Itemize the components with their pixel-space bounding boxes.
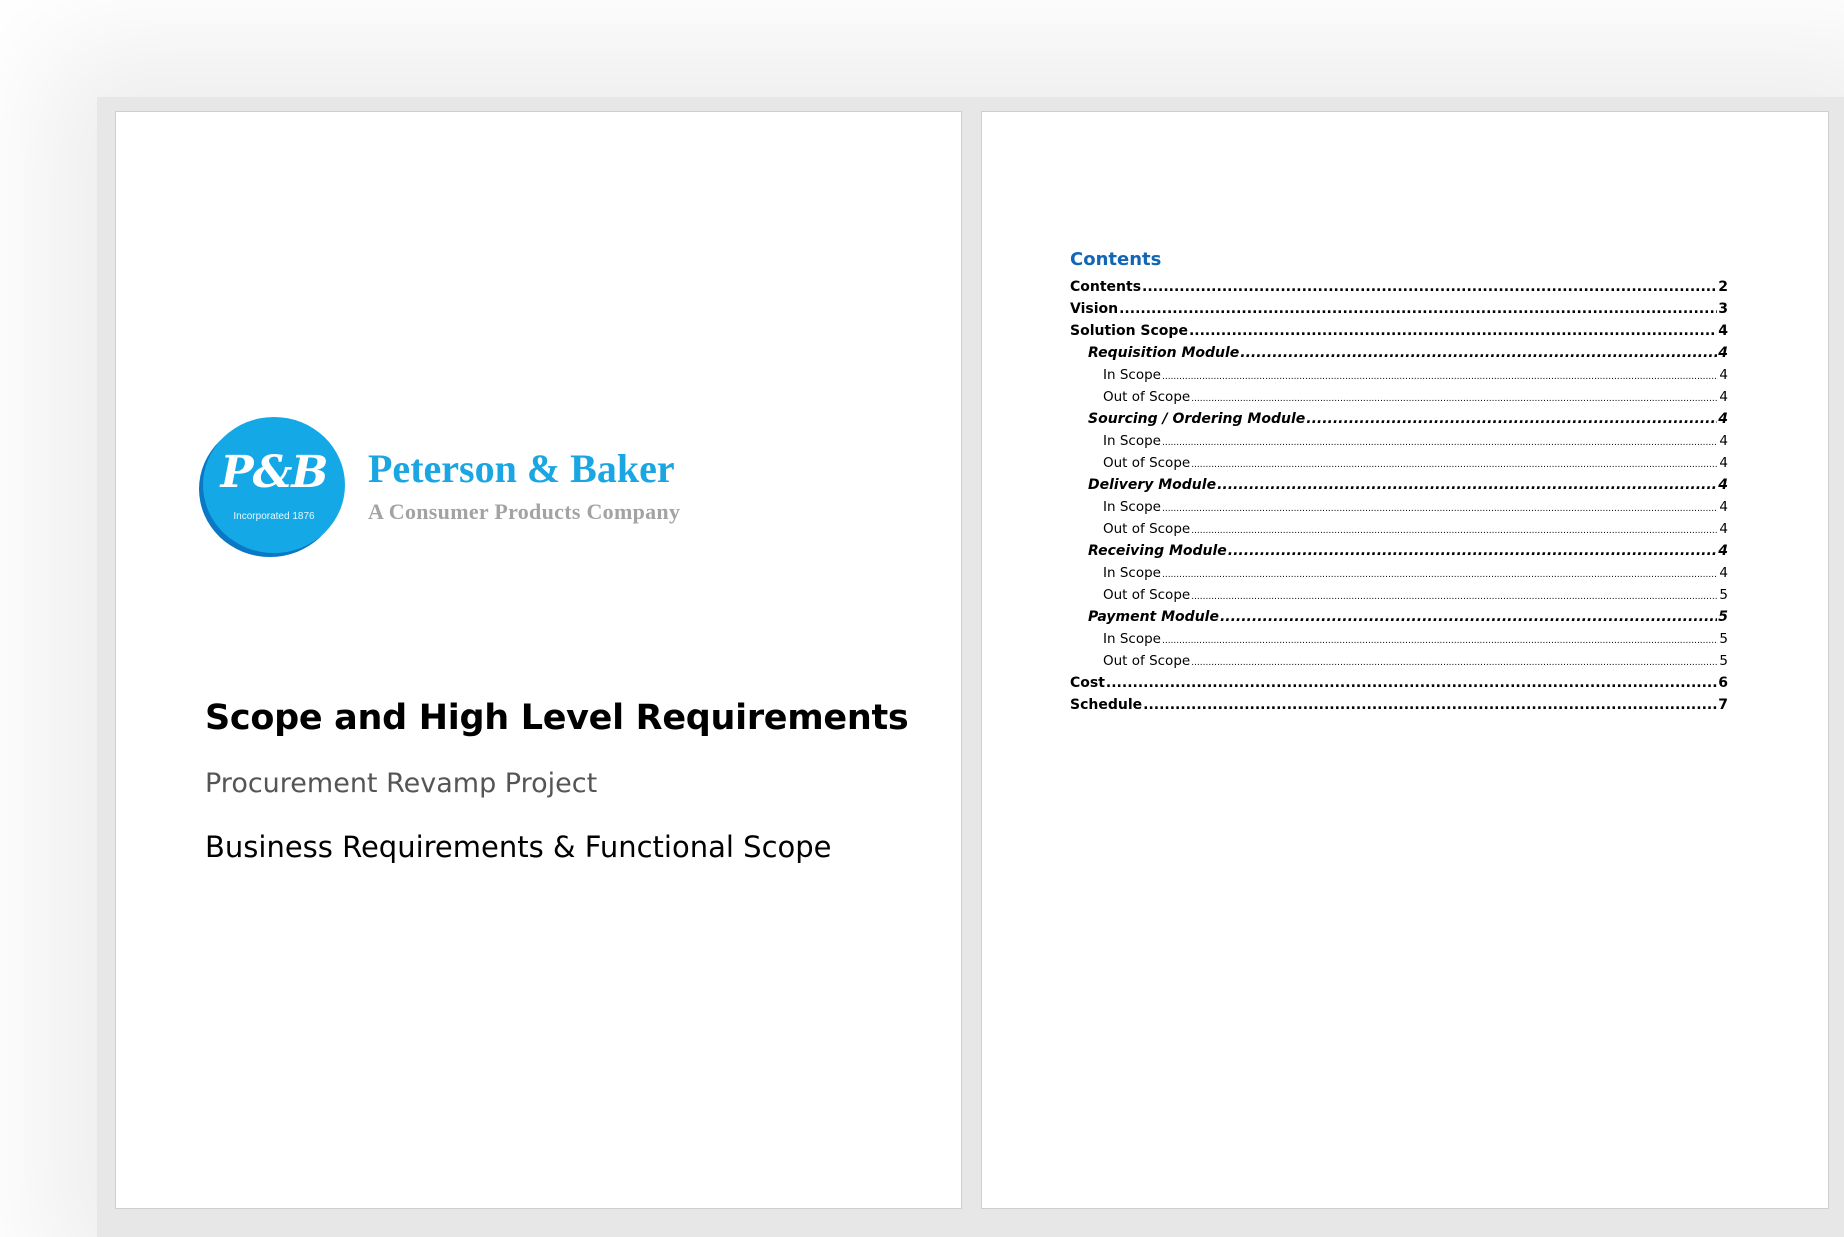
toc-entry[interactable] (1070, 276, 1728, 298)
toc-entry-page: 4 (1719, 433, 1728, 449)
document-description: Business Requirements & Functional Scope (205, 830, 832, 864)
toc-dot-leader (1191, 386, 1718, 410)
toc-entry-page: 4 (1719, 499, 1728, 515)
toc-entry[interactable] (1070, 694, 1728, 716)
toc-entry[interactable] (1070, 298, 1728, 320)
toc-dot-leader (1143, 694, 1717, 716)
toc-entry-page: 4 (1718, 477, 1728, 493)
toc-entry-page: 4 (1719, 455, 1728, 471)
toc-entry-page: 6 (1718, 675, 1728, 691)
toc-dot-leader (1220, 606, 1717, 628)
table-of-contents (1070, 247, 1728, 716)
toc-dot-leader (1119, 298, 1717, 320)
toc-entry-label: Receiving Module (1088, 543, 1227, 559)
contents-page (981, 111, 1829, 1209)
toc-entry-label: In Scope (1103, 367, 1161, 383)
logo-tagline: Incorporated 1876 (233, 511, 315, 522)
toc-dot-leader (1162, 628, 1718, 652)
toc-dot-leader (1191, 518, 1718, 542)
toc-entry-label: Requisition Module (1088, 345, 1240, 361)
toc-entry-label: Contents (1070, 279, 1142, 295)
toc-dot-leader (1162, 496, 1718, 520)
toc-entry-page: 5 (1719, 587, 1728, 603)
toc-entry-label: Out of Scope (1103, 653, 1191, 669)
toc-dot-leader (1162, 430, 1718, 454)
toc-entry[interactable] (1070, 672, 1728, 694)
toc-entry[interactable] (1070, 562, 1728, 584)
toc-entry-page: 4 (1718, 411, 1728, 427)
toc-entry[interactable] (1070, 584, 1728, 606)
toc-entry[interactable] (1070, 606, 1728, 628)
toc-entry-page: 3 (1718, 301, 1728, 317)
logo-badge (203, 417, 345, 553)
toc-dot-leader (1306, 408, 1717, 430)
toc-entry[interactable] (1070, 496, 1728, 518)
toc-list (1070, 276, 1728, 716)
toc-dot-leader (1191, 584, 1718, 608)
toc-entry[interactable] (1070, 474, 1728, 496)
document-viewer (97, 97, 1844, 1237)
toc-entry-label: Out of Scope (1103, 521, 1191, 537)
toc-entry[interactable] (1070, 364, 1728, 386)
toc-dot-leader (1162, 364, 1718, 388)
company-logo (203, 417, 763, 557)
toc-dot-leader (1189, 320, 1717, 342)
toc-dot-leader (1240, 342, 1717, 364)
toc-entry-page: 4 (1719, 367, 1728, 383)
toc-entry[interactable] (1070, 650, 1728, 672)
toc-entry[interactable] (1070, 408, 1728, 430)
toc-entry-label: In Scope (1103, 433, 1161, 449)
document-title: Scope and High Level Requirements (205, 698, 909, 738)
toc-dot-leader (1228, 540, 1717, 562)
toc-entry-label: Out of Scope (1103, 587, 1191, 603)
project-name: Procurement Revamp Project (205, 768, 598, 799)
toc-entry-label: In Scope (1103, 631, 1161, 647)
toc-entry-label: Delivery Module (1088, 477, 1217, 493)
toc-entry[interactable] (1070, 540, 1728, 562)
toc-entry-page: 4 (1719, 521, 1728, 537)
toc-entry-page: 7 (1718, 697, 1728, 713)
cover-page (115, 111, 962, 1209)
toc-entry-label: In Scope (1103, 565, 1161, 581)
toc-dot-leader (1217, 474, 1717, 496)
toc-dot-leader (1142, 276, 1717, 298)
toc-entry-page: 2 (1718, 279, 1728, 295)
toc-entry-page: 5 (1719, 631, 1728, 647)
toc-entry-label: Sourcing / Ordering Module (1088, 411, 1306, 427)
toc-dot-leader (1191, 650, 1718, 674)
toc-heading: Contents (1070, 249, 1162, 270)
toc-entry-label: Out of Scope (1103, 455, 1191, 471)
toc-entry-page: 4 (1719, 565, 1728, 581)
company-tagline: A Consumer Products Company (368, 499, 681, 524)
toc-dot-leader (1162, 562, 1718, 586)
toc-entry-label: Payment Module (1088, 609, 1219, 625)
toc-entry-label: Vision (1070, 301, 1119, 317)
toc-entry-page: 5 (1719, 653, 1728, 669)
company-name: Peterson & Baker (368, 446, 675, 491)
toc-entry[interactable] (1070, 320, 1728, 342)
toc-entry[interactable] (1070, 518, 1728, 540)
toc-entry-label: Cost (1070, 675, 1105, 691)
toc-entry-label: Out of Scope (1103, 389, 1191, 405)
toc-entry-label: Solution Scope (1070, 323, 1188, 339)
toc-entry-label: Schedule (1070, 697, 1143, 713)
logo-mark: P&B (220, 447, 328, 498)
toc-entry[interactable] (1070, 430, 1728, 452)
toc-dot-leader (1191, 452, 1718, 476)
toc-entry-page: 4 (1718, 323, 1728, 339)
toc-entry-page: 5 (1718, 609, 1728, 625)
toc-entry-page: 4 (1718, 345, 1728, 361)
toc-entry-page: 4 (1718, 543, 1728, 559)
toc-entry[interactable] (1070, 452, 1728, 474)
toc-entry-label: In Scope (1103, 499, 1161, 515)
toc-entry[interactable] (1070, 628, 1728, 650)
toc-entry-page: 4 (1719, 389, 1728, 405)
toc-entry[interactable] (1070, 386, 1728, 408)
toc-entry[interactable] (1070, 342, 1728, 364)
toc-dot-leader (1106, 672, 1717, 694)
